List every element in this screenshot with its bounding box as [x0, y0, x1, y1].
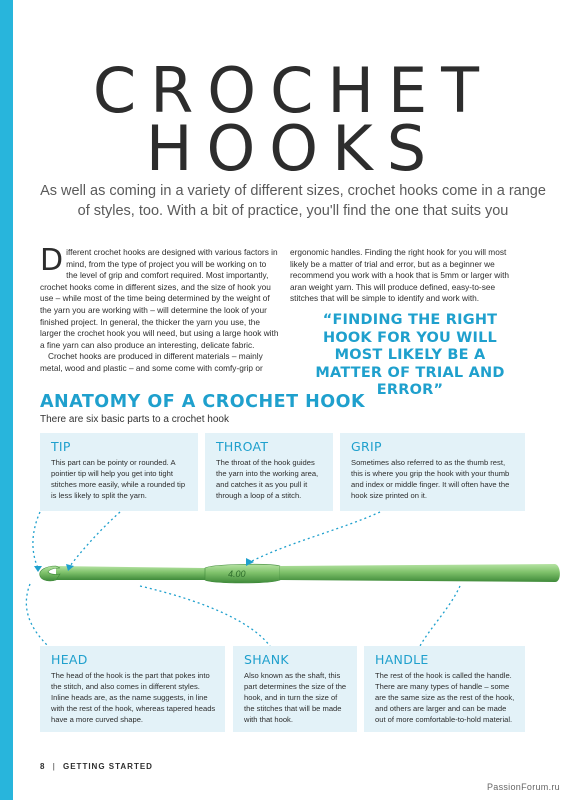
- page-number: 8: [40, 762, 46, 771]
- leader-handle: [420, 586, 460, 646]
- part-title-head: HEAD: [51, 652, 88, 667]
- page-footer: [40, 762, 153, 771]
- watermark: PassionForum.ru: [486, 782, 560, 792]
- leader-shank: [140, 586, 270, 646]
- body-paragraph-1: [40, 243, 280, 351]
- page-subtitle: As well as coming in a variety of different sizes, crochet hooks come in a range of styles, too. With a bit of practice, you'll find the one that suits you: [40, 183, 546, 219]
- footer-separator: |: [52, 762, 56, 771]
- body-paragraph-1-text: ifferent crochet hooks are designed with various factors in mind, from the type of project you will be working on to the level of grip and comfort required. Most importantly, crochet hooks come in different sizes, and the size of hook you use – while most of the time being determined by the weight of the yarn you are working with – will determine the look of your finished project. In general, the thicker the yarn you use, the larger the crochet hook you will need, but using a large hook with a fine yarn can also produce an interesting, delicate fabric.: [40, 247, 279, 350]
- body-paragraph-3: ergonomic handles. Finding the right hook for you will most likely be a matter of trial and error, but as a beginner we recommend you work with a hook that is 5mm or larger with aran weight yarn. This will produce defined, easy-to-see stitches that will be simple to identify and work with.: [290, 247, 510, 304]
- part-title-shank: SHANK: [244, 652, 289, 667]
- page-title-line-2: HOOKS: [145, 112, 441, 185]
- part-title-handle: HANDLE: [375, 652, 429, 667]
- part-title-grip: GRIP: [351, 439, 382, 454]
- part-text-handle: The rest of the hook is called the handle. There are many types of handle – some are the same size as the rest of the hook, and others are larger and can be made out of more comfortable-to-hold material.: [375, 671, 515, 724]
- page-title-line-1: CROCHET: [92, 54, 494, 127]
- anatomy-heading: ANATOMY OF A CROCHET HOOK: [40, 392, 366, 412]
- section-name: GETTING STARTED: [63, 762, 153, 771]
- hook-handle: [280, 564, 560, 582]
- body-paragraph-2: Crochet hooks are produced in different materials – mainly metal, wood and plastic – and some come with comfy-grip or: [40, 351, 263, 373]
- hook-diagram: [0, 500, 566, 650]
- part-box-head: [40, 646, 225, 732]
- part-text-grip: Sometimes also referred to as the thumb rest, this is where you grip the hook with your thumb and index or middle finger. It will often have the hook size printed on it.: [351, 458, 510, 500]
- leader-head: [26, 584, 48, 646]
- pull-quote: “FINDING THE RIGHT HOOK FOR YOU WILL MOST LIKELY BE A MATTER OF TRIAL AND ERROR”: [315, 312, 505, 398]
- part-text-throat: The throat of the hook guides the yarn into the working area, and catches it as you pull it through a loop of a stitch.: [216, 458, 319, 500]
- accent-side-bar: [0, 0, 13, 800]
- part-box-handle: [364, 646, 525, 732]
- part-box-tip: [40, 433, 198, 511]
- hook-shank: [56, 566, 205, 580]
- leader-grip: [250, 512, 380, 562]
- leader-tip: [33, 512, 40, 568]
- body-column-left: [40, 243, 280, 375]
- hook-size-label: 4.00: [228, 569, 246, 579]
- leader-throat: [70, 512, 120, 566]
- part-box-grip: [340, 433, 525, 511]
- anatomy-subheading: There are six basic parts to a crochet hook: [40, 414, 229, 425]
- part-box-shank: [233, 646, 357, 732]
- part-text-shank: Also known as the shaft, this part determines the size of the hook, and in turn the size of the stitches that will be made with that hook.: [244, 671, 347, 724]
- part-box-throat: [205, 433, 333, 511]
- part-title-tip: TIP: [51, 439, 71, 454]
- part-text-head: The head of the hook is the part that pokes into the stitch, and also comes in different styles. Inline heads are, as the name suggests, in line with the rest of the hook, whereas tapered heads have a more curved shape.: [51, 671, 216, 724]
- part-title-throat: THROAT: [216, 439, 269, 454]
- body-column-right: [290, 247, 520, 305]
- drop-cap: D: [40, 243, 64, 278]
- part-text-tip: This part can be pointy or rounded. A pointier tip will help you get into tight stitches more easily, while a rounded tip is less likely to split the yarn.: [51, 458, 186, 500]
